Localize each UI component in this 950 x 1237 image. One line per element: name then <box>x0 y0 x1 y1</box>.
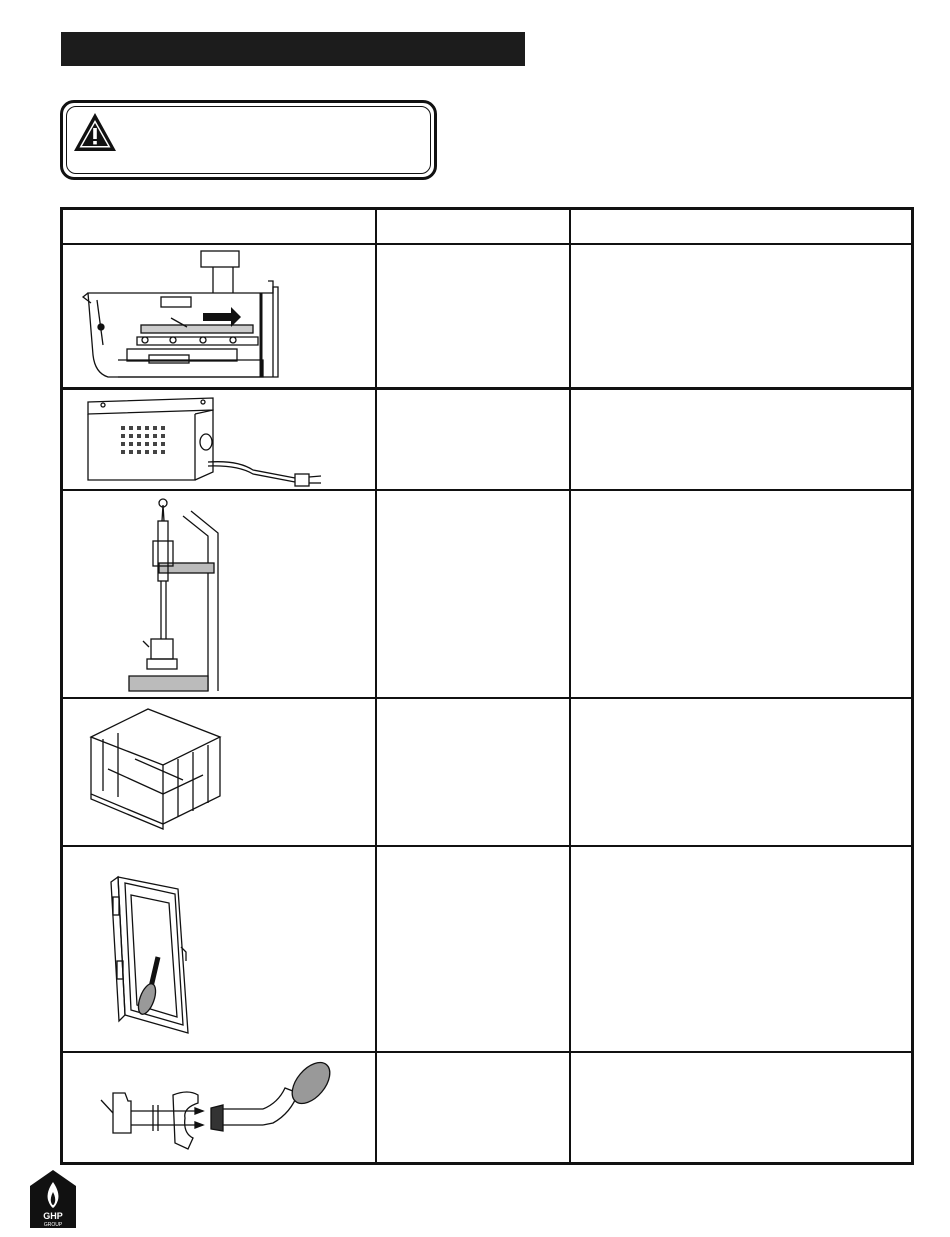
header-part <box>377 210 569 243</box>
warning-box <box>60 100 437 180</box>
table-row-4-illustration <box>63 699 375 845</box>
table-row-5-illustration <box>63 847 375 1051</box>
table-row-6-illustration <box>63 1053 375 1162</box>
blower-kit-with-cord <box>63 390 375 489</box>
logo-text-bottom: GROUP <box>43 1222 63 1228</box>
table-row-2-part <box>377 391 569 489</box>
table-row-5-part <box>377 847 569 1051</box>
ghp-group-logo <box>28 1168 78 1230</box>
refractory-panels <box>63 699 375 845</box>
table-row-3-part <box>377 491 569 697</box>
door-handle-assembly <box>63 1053 375 1162</box>
table-row-1-part <box>377 245 569 387</box>
logo-text-top: GHP <box>43 1211 63 1221</box>
firebox-blower-diagram <box>63 245 375 387</box>
parts-table <box>60 207 914 1165</box>
table-row-3-illustration <box>63 491 375 697</box>
table-row-1-description <box>571 245 911 387</box>
section-title-bar <box>61 32 525 66</box>
header-illustration <box>63 210 375 243</box>
table-row-1-illustration <box>63 245 375 387</box>
table-row-6-description <box>571 1053 911 1162</box>
fireplace-door <box>63 847 375 1051</box>
table-row-4-part <box>377 699 569 845</box>
table-row-5-description <box>571 847 911 1051</box>
table-row-2-illustration <box>63 390 375 489</box>
table-row-2-description <box>571 391 911 489</box>
table-row-6-part <box>377 1053 569 1162</box>
table-row-4-description <box>571 699 911 845</box>
venting-system-diagram <box>63 491 375 697</box>
warning-triangle-icon <box>72 111 118 153</box>
table-row-3-description <box>571 491 911 697</box>
header-description <box>571 210 911 243</box>
